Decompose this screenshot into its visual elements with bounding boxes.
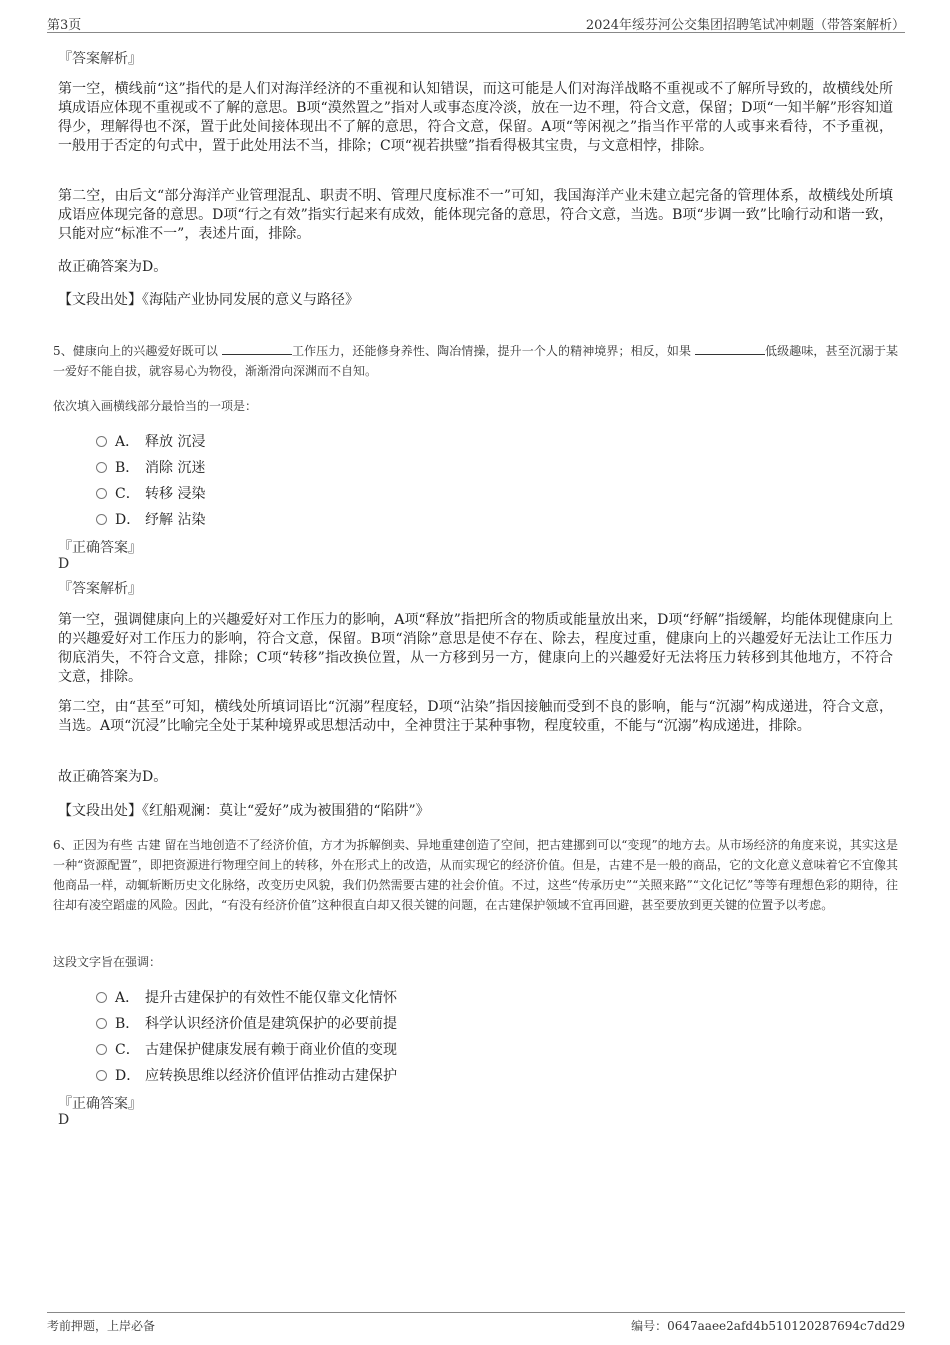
option-key: B． <box>115 460 140 476</box>
option-d[interactable] <box>96 1065 397 1085</box>
option-key: A． <box>115 990 140 1006</box>
radio-icon[interactable] <box>96 488 107 499</box>
question-6-prompt: 这段文字旨在强调： <box>53 955 162 969</box>
source: 【文段出处】《海陆产业协同发展的意义与路径》 <box>58 292 359 308</box>
conclusion: 故正确答案为D。 <box>58 259 168 275</box>
stem-part-1: 5、健康向上的兴趣爱好既可以 <box>53 344 218 358</box>
document-title: 2024年绥芬河公交集团招聘笔试冲刺题（带答案解析） <box>585 18 905 33</box>
conclusion: 故正确答案为D。 <box>58 769 168 785</box>
footer-note: 考前押题，上岸必备 <box>47 1319 156 1333</box>
page-number: 第3页 <box>47 18 82 33</box>
analysis-label: 『答案解析』 <box>58 51 142 67</box>
correct-answer: D <box>58 556 70 572</box>
option-b[interactable] <box>96 457 205 477</box>
option-text: 古建保护健康发展有赖于商业价值的变现 <box>145 1042 397 1058</box>
blank-1 <box>222 342 292 355</box>
question-5-prompt: 依次填入画横线部分最恰当的一项是： <box>53 399 258 413</box>
blank-2 <box>695 342 765 355</box>
analysis-paragraph-2: 第二空，由“甚至”可知，横线处所填词语比“沉溺”程度轻，D项“沾染”指因接触而受到不良的影响，能与“沉溺”构成递进，符合文意，当选。A项“沉浸”比喻完全处于某种境界或思想活动中，全神贯注于某种事物，程度较重，不能与“沉溺”构成递进，排除。 <box>58 699 893 734</box>
radio-icon[interactable] <box>96 514 107 525</box>
correct-answer: D <box>58 1112 70 1128</box>
option-d[interactable] <box>96 509 205 529</box>
option-a[interactable] <box>96 431 205 451</box>
radio-icon[interactable] <box>96 1070 107 1081</box>
radio-icon[interactable] <box>96 992 107 1003</box>
radio-icon[interactable] <box>96 1044 107 1055</box>
option-key: D． <box>115 1068 141 1084</box>
option-text: 应转换思维以经济价值评估推动古建保护 <box>145 1068 397 1084</box>
option-text: 科学认识经济价值是建筑保护的必要前提 <box>145 1016 397 1032</box>
option-text: 纾解 沾染 <box>145 512 206 528</box>
radio-icon[interactable] <box>96 1018 107 1029</box>
question-5-stem <box>53 341 898 381</box>
page-footer <box>47 1312 905 1333</box>
option-text: 转移 浸染 <box>145 486 206 502</box>
analysis-label: 『答案解析』 <box>58 581 142 597</box>
stem-part-2: 工作压力，还能修身养性、陶冶情操，提升一个人的精神境界；相反，如果 <box>291 344 692 358</box>
source: 【文段出处】《红船观澜：莫让“爱好”成为被围猎的“陷阱”》 <box>58 803 430 819</box>
correct-answer-label: 『正确答案』 <box>58 540 142 556</box>
radio-icon[interactable] <box>96 462 107 473</box>
stem-part-3: 低级趣味，甚至沉溺于某一爱好不能自拔，就容易心为物役，渐渐滑向深渊而不自知。 <box>53 344 898 378</box>
option-text: 释放 沉浸 <box>145 434 206 450</box>
option-key: B． <box>115 1016 140 1032</box>
option-key: C． <box>115 1042 140 1058</box>
radio-icon[interactable] <box>96 436 107 447</box>
option-b[interactable] <box>96 1013 397 1033</box>
question-6-stem: 6、正因为有些 古建 留在当地创造不了经济价值，方才为拆解倒卖、异地重建创造了空间，把古建挪到可以“变现”的地方去。从市场经济的角度来说，其实这是一种“资源配置”，即把资源进行物理空间上的转移，外在形式上的改造，从而实现它的经济价值。但是，古建不是一般的商品，它的文化意义意味着它不宜像其他商品一样，动辄斩断历史文化脉络，改变历史风貌，我们仍然需要古建的社会价值。不过，这些“传承历史”“关照来路”“文化记忆”等等有理想色彩的期待，往往却有凌空蹈虚的风险。因此，“有没有经济价值”这种很直白却又很关键的问题，在古建保护领域不宜再回避，甚至要放到更关键的位置予以考虑。 <box>53 838 898 912</box>
option-key: C． <box>115 486 140 502</box>
analysis-paragraph-1: 第一空，横线前“这”指代的是人们对海洋经济的不重视和认知错误，而这可能是人们对海洋战略不重视或不了解所导致的，故横线处所填成语应体现不重视或不了解的意思。B项“漠然置之”指对人或事态度冷淡，放在一边不理，符合文意，保留；D项“一知半解”形容知道得少，理解得也不深，置于此处间接体现出不了解的意思，符合文意，保留。A项“等闲视之”指当作平常的人或事来看待，不予重视，一般用于否定的句式中，置于此处用法不当，排除；C项“视若拱璧”指看得极其宝贵，与文意相悖，排除。 <box>58 81 893 154</box>
option-key: D． <box>115 512 141 528</box>
option-key: A． <box>115 434 140 450</box>
option-text: 提升古建保护的有效性不能仅靠文化情怀 <box>145 990 397 1006</box>
analysis-paragraph-1: 第一空，强调健康向上的兴趣爱好对工作压力的影响，A项“释放”指把所含的物质或能量放出来，D项“纾解”指缓解，均能体现健康向上的兴趣爱好对工作压力的影响，符合文意，保留。B项“消除”意思是使不存在、除去，程度过重，健康向上的兴趣爱好无法让工作压力彻底消失，不符合文意，排除；C项“转移”指改换位置，从一方移到另一方，健康向上的兴趣爱好无法将压力转移到其他地方，不符合文意，排除。 <box>58 612 893 685</box>
option-text: 消除 沉迷 <box>145 460 206 476</box>
option-c[interactable] <box>96 1039 397 1059</box>
correct-answer-label: 『正确答案』 <box>58 1096 142 1112</box>
option-c[interactable] <box>96 483 205 503</box>
document-code: 编号：0647aaee2afd4b510120287694c7dd29 <box>631 1319 905 1333</box>
analysis-paragraph-2: 第二空，由后文“部分海洋产业管理混乱、职责不明、管理尺度标准不一”可知，我国海洋产业未建立起完备的管理体系，故横线处所填成语应体现完备的意思。D项“行之有效”指实行起来有成效，能体现完备的意思，符合文意，当选。B项“步调一致”比喻行动和谐一致，只能对应“标准不一”，表述片面，排除。 <box>58 188 893 242</box>
option-a[interactable] <box>96 987 397 1007</box>
page-header <box>47 14 905 33</box>
